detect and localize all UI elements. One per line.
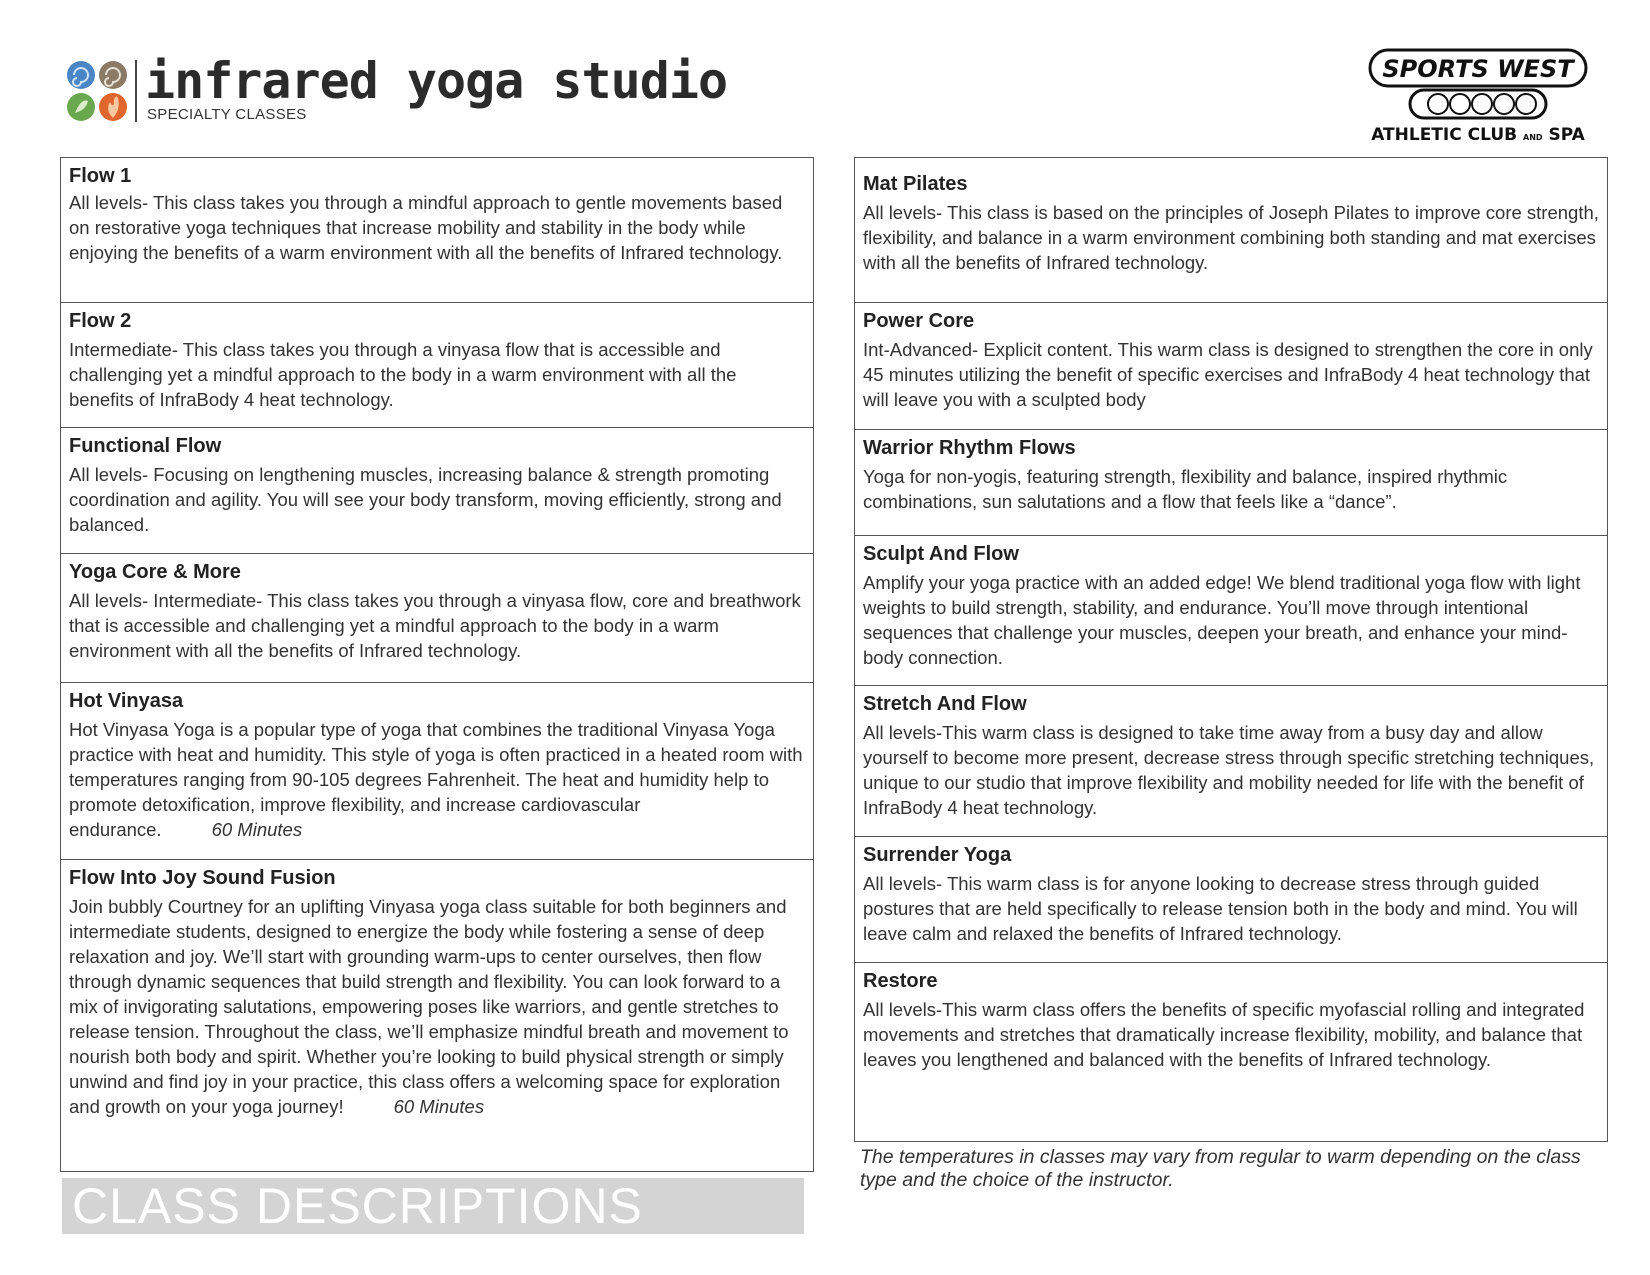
class-title: Yoga Core & More (69, 561, 241, 583)
class-card (61, 554, 813, 683)
class-title: Flow 2 (69, 310, 132, 332)
class-description: Join bubbly Courtney for an uplifting Vinyasa yoga class suitable for both beginners and intermediate students, designed to energize the body while fostering a sense of deep relaxation and joy. We’ll start with grounding warm-ups to center ourselves, then flow through dynamic sequences that build strength and flexibility. You can look forward to a mix of invigorating salutations, empowering poses like warriors, and gentle stretches to release tension. Throughout the class, we’ll emphasize mindful breath and movement to nourish both body and spirit. Whether you’re looking to build physical strength or simply unwind and find joy in your practice, this class offers a welcoming space for exploration and growth on your yoga journey! (69, 896, 789, 1117)
studio-logo-icons (66, 60, 128, 122)
class-description: Yoga for non-yogis, featuring strength, flexibility and balance, inspired rhythmic combinations, sun salutations and a flow that feels like a “dance”. (863, 466, 1508, 512)
class-title: Hot Vinyasa (69, 690, 184, 712)
class-card (61, 860, 813, 1170)
partner-tagline-and: AND (1523, 133, 1543, 142)
class-card (61, 158, 813, 303)
class-description: Intermediate- This class takes you through a vinyasa flow that is accessible and challenging yet a mindful approach to the body in a warm environment with all the benefits of InfraBody 4 heat technology. (69, 339, 737, 410)
class-title: Flow Into Joy Sound Fusion (69, 867, 336, 889)
class-duration: 60 Minutes (393, 1096, 485, 1117)
class-card (61, 303, 813, 428)
class-card (855, 158, 1607, 303)
class-description: All levels-This warm class is designed to take time away from a busy day and allow yourself to become more present, decrease stress through specific stretching techniques, unique to our studio that improve flexibility and mobility needed for life with the benefit of InfraBody 4 heat technology. (863, 722, 1595, 818)
class-descriptions-banner: CLASS DESCRIPTIONS (62, 1178, 804, 1234)
class-description: Amplify your yoga practice with an added edge! We blend traditional yoga flow with light weights to build strength, stability, and endurance. You’ll move through intentional sequences that challenge your muscles, deepen your breath, and enhance your mind-body connection. (863, 572, 1581, 668)
class-description: Int-Advanced- Explicit content. This warm class is designed to strengthen the core in only 45 minutes utilizing the benefit of specific exercises and InfraBody 4 heat technology that will leave you with a sculpted body (863, 339, 1593, 410)
earth-leaf-icon (67, 93, 95, 121)
class-card (855, 536, 1607, 686)
class-title: Sculpt And Flow (863, 543, 1019, 565)
temperature-footnote: The temperatures in classes may vary from regular to warm depending on the class type and the choice of the instructor. (860, 1146, 1581, 1191)
studio-title: infrared yoga studio (145, 52, 728, 110)
class-card (61, 683, 813, 860)
class-card (855, 686, 1607, 837)
partner-name: SPORTS WEST (1382, 55, 1574, 83)
class-title: Functional Flow (69, 435, 222, 457)
sports-west-logo (1368, 48, 1588, 144)
class-description: All levels- Intermediate- This class takes you through a vinyasa flow, core and breathwork that is accessible and challenging yet a mindful approach to the body in a warm environment with all the benefits of Infrared technology. (69, 590, 801, 661)
class-title: Flow 1 (69, 165, 132, 187)
fire-flame-icon (99, 93, 127, 121)
class-description: All levels- This class takes you through a mindful approach to gentle movements based on restorative yoga techniques that increase mobility and stability in the body while enjoying the benefits of a warm environment with all the benefits of Infrared technology. (69, 192, 783, 263)
class-title: Stretch And Flow (863, 693, 1027, 715)
partner-tagline-main: ATHLETIC CLUB (1371, 125, 1518, 144)
logo-divider (135, 60, 137, 122)
left-class-list (60, 157, 814, 1172)
class-description: All levels- Focusing on lengthening muscles, increasing balance & strength promoting coordination and agility. You will see your body transform, moving efficiently, strong and balanced. (69, 464, 782, 535)
class-title: Restore (863, 970, 938, 992)
class-card (855, 303, 1607, 430)
class-card (61, 428, 813, 554)
class-title: Mat Pilates (863, 173, 968, 195)
class-duration: 60 Minutes (211, 819, 303, 840)
class-description: All levels- This warm class is for anyone looking to decrease stress through guided postures that are held specifically to release tension both in the body and mind. You will leave calm and relaxed the benefits of Infrared technology. (863, 873, 1578, 944)
class-card (855, 837, 1607, 963)
right-class-list (854, 157, 1608, 1142)
water-swirl-icon (67, 61, 95, 89)
class-description: All levels-This warm class offers the benefits of specific myofascial rolling and integrated movements and stretches that dramatically increase flexibility, mobility, and balance that leaves you lengthened and balanced with the benefits of Infrared technology. (863, 999, 1585, 1070)
class-title: Surrender Yoga (863, 844, 1012, 866)
class-card (855, 963, 1607, 1141)
class-title: Warrior Rhythm Flows (863, 437, 1076, 459)
class-description: All levels- This class is based on the principles of Joseph Pilates to improve core strength, flexibility, and balance in a warm environment combining both standing and mat exercises with all the benefits of Infrared technology. (863, 202, 1599, 273)
class-card (855, 430, 1607, 536)
class-title: Power Core (863, 310, 975, 332)
partner-tagline-end: SPA (1548, 125, 1585, 144)
class-description: Hot Vinyasa Yoga is a popular type of yoga that combines the traditional Vinyasa Yoga practice with heat and humidity. This style of yoga is often practiced in a heated room with temperatures ranging from 90-105 degrees Fahrenheit. The heat and humidity help to promote detoxification, improve flexibility, and increase cardiovascular endurance. (69, 719, 803, 840)
wind-swirl-icon (99, 61, 127, 89)
studio-subtitle: SPECIALTY CLASSES (147, 106, 307, 123)
svg-text:ATHLETIC CLUB AND SPA (1371, 125, 1585, 144)
